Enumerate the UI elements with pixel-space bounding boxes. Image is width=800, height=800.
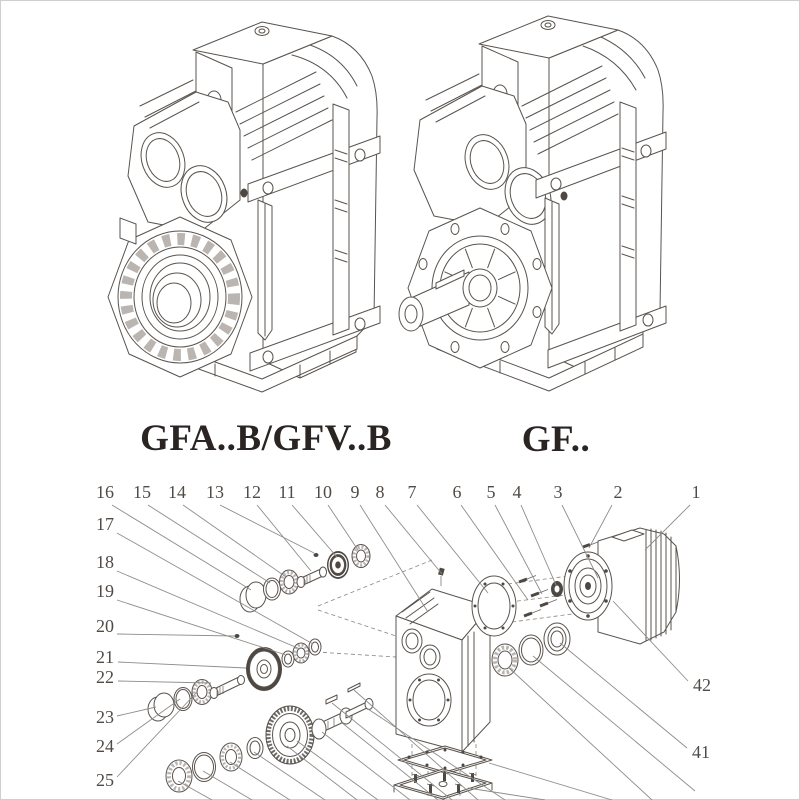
callout-label-2: 2 (613, 482, 623, 502)
callout-label-5: 5 (486, 482, 496, 502)
caption-left-model: GFA..B/GFV..B (140, 418, 392, 459)
callout-label-42: 42 (693, 675, 711, 695)
callout-label-21: 21 (96, 647, 114, 667)
callout-label-6: 6 (452, 482, 462, 502)
gearbox-iso-left (108, 22, 380, 392)
leader-line-8 (385, 505, 442, 574)
leader-line-16 (112, 505, 251, 590)
callout-label-25: 25 (96, 770, 114, 790)
leader-line-10 (328, 505, 358, 550)
callout-label-18: 18 (96, 552, 114, 572)
leader-line-7 (417, 505, 488, 593)
callout-label-9: 9 (350, 482, 360, 502)
callout-label-15: 15 (133, 482, 151, 502)
callout-label-7: 7 (407, 482, 417, 502)
callout-label-41: 41 (692, 742, 710, 762)
callout-label-16: 16 (96, 482, 114, 502)
leader-line-cutoff-4 (287, 746, 357, 800)
caption-right-model: GF.. (521, 419, 591, 460)
input-shaft-parts (240, 545, 370, 613)
motor (564, 528, 680, 644)
callout-label-20: 20 (96, 616, 114, 636)
leader-line-cutoff-1 (203, 771, 252, 800)
callout-label-13: 13 (206, 482, 224, 502)
callout-label-17: 17 (96, 514, 114, 534)
callout-label-24: 24 (96, 736, 114, 756)
leader-line-14 (183, 505, 286, 577)
leader-line-19 (117, 600, 286, 655)
callout-label-3: 3 (553, 482, 563, 502)
leader-line-21 (118, 662, 246, 668)
callout-label-11: 11 (278, 482, 296, 502)
callout-label-14: 14 (168, 482, 186, 502)
callout-label-8: 8 (375, 482, 385, 502)
leader-line-cutoff-5 (297, 741, 378, 800)
leader-line-13 (220, 505, 314, 553)
leader-line-cutoff-2 (230, 762, 290, 800)
leader-line-20 (117, 634, 235, 636)
leader-line-cutoff-14 (533, 656, 695, 791)
callout-label-1: 1 (691, 482, 701, 502)
gearbox-iso-right (399, 16, 666, 391)
leader-line-cutoff-13 (508, 667, 652, 800)
flange-gasket (472, 576, 516, 636)
callout-label-10: 10 (314, 482, 332, 502)
callout-label-19: 19 (96, 581, 114, 601)
leader-line-11 (292, 505, 337, 557)
output-flange-and-shaft (399, 208, 552, 368)
callout-label-22: 22 (96, 667, 114, 687)
callout-label-4: 4 (512, 482, 522, 502)
vent-plug (438, 568, 445, 576)
bottom-cover (394, 746, 492, 800)
leader-line-cutoff-11 (468, 788, 545, 800)
leader-line-4 (521, 505, 556, 585)
callout-label-23: 23 (96, 707, 114, 727)
leader-line-15 (148, 505, 270, 583)
exploded-diagram (96, 482, 711, 800)
callout-label-12: 12 (243, 482, 261, 502)
